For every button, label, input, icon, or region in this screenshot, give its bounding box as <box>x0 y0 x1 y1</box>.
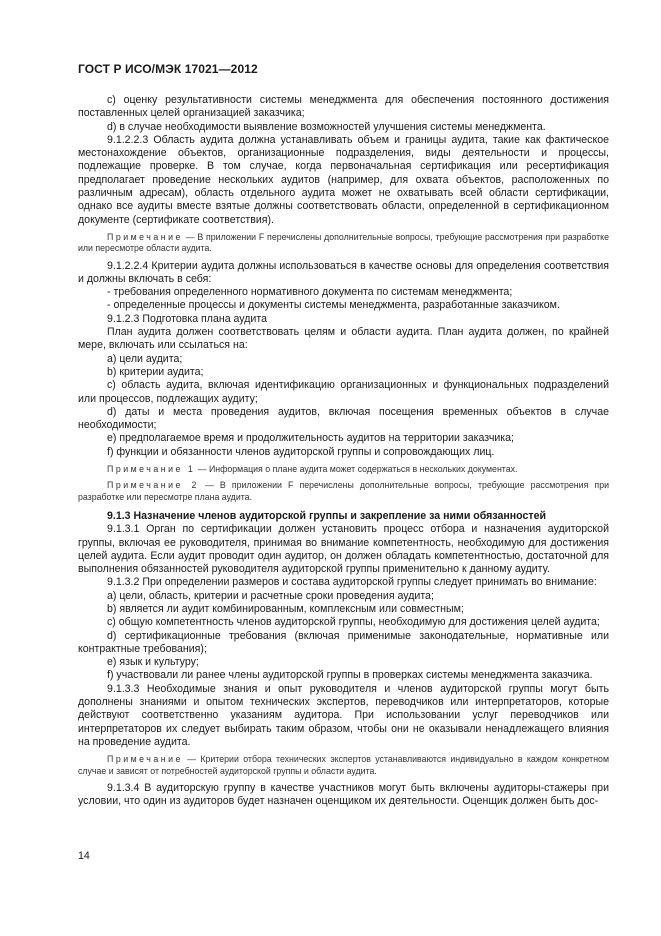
document-body <box>78 94 609 808</box>
clause-9-1-2-2-3: 9.1.2.2.3 Область аудита должна устанавливать объем и границы аудита, такие как фактическое местонахождение объектов, организационные подразделения, виды деятельности и процессы, подлежащие проверке. В том случае, когда первоначальная сертификация или ресертификация предполагает проведение нескольких аудитов (например, для охвата объектов, расположенных по различным адресам), область отдельного аудита может не охватывать всей области сертификации, однако все аудиты вместе взятые должны соответствовать области, определенной в сертификационном документе (сертификате соответствия). <box>78 133 609 226</box>
clause-9-1-2-3-title: 9.1.2.3 Подготовка плана аудита <box>107 312 267 325</box>
list-item-d: d) в случае необходимости выявление возможностей улучшения системы менеджмента. <box>107 120 546 133</box>
list-item-c: c) область аудита, включая идентификацию организационных и функциональных подразделений или процессов, подлежащих аудиту; <box>78 379 609 405</box>
list-item-f: f) функции и обязанности членов аудиторской группы и сопровождающих лиц. <box>107 445 495 458</box>
list-item-d: d) даты и места проведения аудитов, включая посещения временных объектов в случае необходимости; <box>78 405 609 432</box>
list-item-e: e) предполагаемое время и продолжительность аудитов на территории заказчика; <box>107 432 514 445</box>
clause-9-1-3-1: 9.1.3.1 Орган по сертификации должен установить процесс отбора и назначения аудиторской группы, включая ее руководителя, принимая во внимание компетентность, необходимую для достижения целей аудита. Если аудит проводит один аудитор, он должен обладать компетентностью, достаточной для выполнения обязанностей руководителя аудиторской группы применительно к данному аудиту. <box>78 523 609 576</box>
note <box>78 232 609 255</box>
note-text: — В приложении F перечислены дополнительные вопросы, требующие рассмотрения при разработке или пересмотре области аудита. <box>78 231 609 254</box>
note-label: Примечание 2 <box>107 480 199 491</box>
paragraph: План аудита должен соответствовать целям и области аудита. План аудита должен, по крайней мере, включать или ссылаться на: <box>78 326 609 352</box>
section-heading-9-1-3: 9.1.3 Назначение членов аудиторской группы и закрепление за ними обязанностей <box>107 509 546 522</box>
list-item-b: b) критерии аудита; <box>107 365 204 378</box>
clause-9-1-2-2-4: 9.1.2.2.4 Критерии аудита должны использоваться в качестве основы для определения соответствия и должны включать в себя: <box>78 259 609 285</box>
list-item-c: c) общую компетентность членов аудиторской группы, необходимую для достижения целей аудита; <box>107 616 600 629</box>
document-header: ГОСТ Р ИСО/МЭК 17021—2012 <box>78 62 258 76</box>
note-2 <box>78 480 609 503</box>
list-item-a: a) цели, область, критерии и расчетные сроки проведения аудита; <box>107 589 434 602</box>
clause-9-1-3-4: 9.1.3.4 В аудиторскую группу в качестве участников могут быть включены аудиторы-стажеры при условии, что один из аудиторов будет назначен оценщиком их деятельности. Оценщик должен быть дос- <box>78 781 609 808</box>
clause-9-1-3-2: 9.1.3.2 При определении размеров и состава аудиторской группы следует принимать во внимание: <box>107 576 597 589</box>
list-item-a: a) цели аудита; <box>107 352 183 365</box>
note-text: — Критерии отбора технических экспертов устанавливаются индивидуально в каждом конкретном случае и зависят от потребностей аудиторской группы и области аудита. <box>78 754 609 776</box>
clause-9-1-3-3: 9.1.3.3 Необходимые знания и опыт руководителя и членов аудиторской группы могут быть дополнены знаниями и опытом технических экспертов, переводчиков или интерпретаторов, которые действуют соответственно указаниям аудитора. При использовании услуг переводчиков или интерпретаторов их следует выбирать таким образом, чтобы они не оказывали ненадлежащего влияния на проведение аудита. <box>78 682 609 748</box>
list-item-dash: - определенные процессы и документы системы менеджмента, разработанные заказчиком. <box>107 299 560 312</box>
list-item-e: e) язык и культуру; <box>107 656 199 669</box>
list-item-b: b) является ли аудит комбинированным, комплексным или совместным; <box>107 602 464 615</box>
note <box>78 754 609 777</box>
page-number: 14 <box>78 850 90 862</box>
note-label: Примечание <box>107 231 183 242</box>
list-item-d: d) сертификационные требования (включая применимые законодательные, нормативные или контрактные требования); <box>78 629 609 655</box>
list-item-c: c) оценку результативности системы менеджмента для обеспечения постоянного достижения поставленных целей организацией заказчика; <box>78 94 609 120</box>
list-item-dash: - требования определенного нормативного документа по системам менеджмента; <box>107 286 513 299</box>
note-label: Примечание 1 <box>107 464 196 475</box>
note-1 <box>78 464 609 475</box>
list-item-f: f) участвовали ли ранее члены аудиторской группы в проверках системы менеджмента заказчика. <box>107 669 593 682</box>
note-text: — Информация о плане аудита может содержаться в нескольких документах. <box>195 464 518 475</box>
note-text: — В приложении F перечислены дополнительные вопросы, требующие рассмотрения при разработке или пересмотре плана аудита. <box>78 480 609 502</box>
note-label: Примечание <box>107 754 183 765</box>
